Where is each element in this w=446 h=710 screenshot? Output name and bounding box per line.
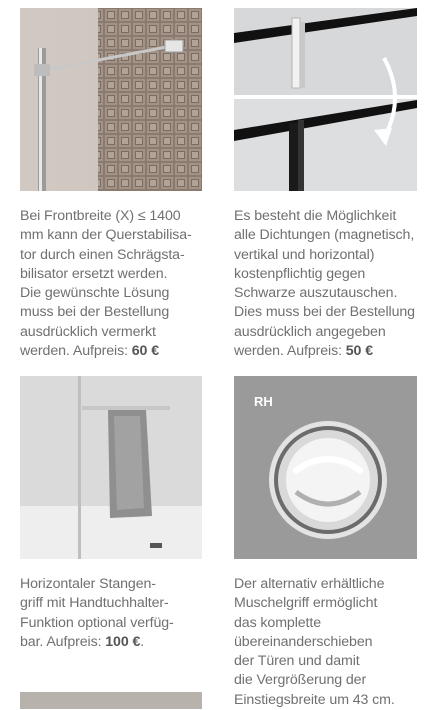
item-1-description: Bei Frontbreite (X) ≤ 1400 mm kann der Querstabilisa- tor durch einen Schrägsta- bilisator ersetzt werden. Die gewünschte Lösung muss bei der Bestellung ausdrücklich vermerkt werden. Aufpreis: 60 €: [20, 208, 192, 360]
shell-handle-image: [234, 376, 417, 559]
stabilizer-image: [20, 8, 202, 191]
seals-image: [234, 8, 417, 191]
next-item-image: [20, 692, 202, 709]
item-4-description: Der alternativ erhältliche Muschelgriff ermöglicht das komplette übereinanderschieben der Türen und damit die Vergrößerung der Einstiegsbreite um 43 cm.: [234, 576, 395, 708]
item-2-price: 50 €: [345, 343, 373, 360]
item-2-description: Es besteht die Möglichkeit alle Dichtungen (magnetisch, vertikal und horizontal) kostenpflichtig gegen Schwarze auszutauschen. Dies muss bei der Bestellung ausdrücklich angegeben werden. Aufpreis: 50 €: [234, 208, 415, 360]
towel-rail-image: [20, 376, 202, 559]
item-1-price: 60 €: [131, 343, 159, 360]
item-3-description: Horizontaler Stangen- griff mit Handtuchhalter- Funktion optional verfüg- bar. Aufpreis: 100 €.: [20, 576, 174, 650]
item-3-price: 100 €: [105, 633, 141, 650]
handle-label: RH: [254, 394, 273, 409]
